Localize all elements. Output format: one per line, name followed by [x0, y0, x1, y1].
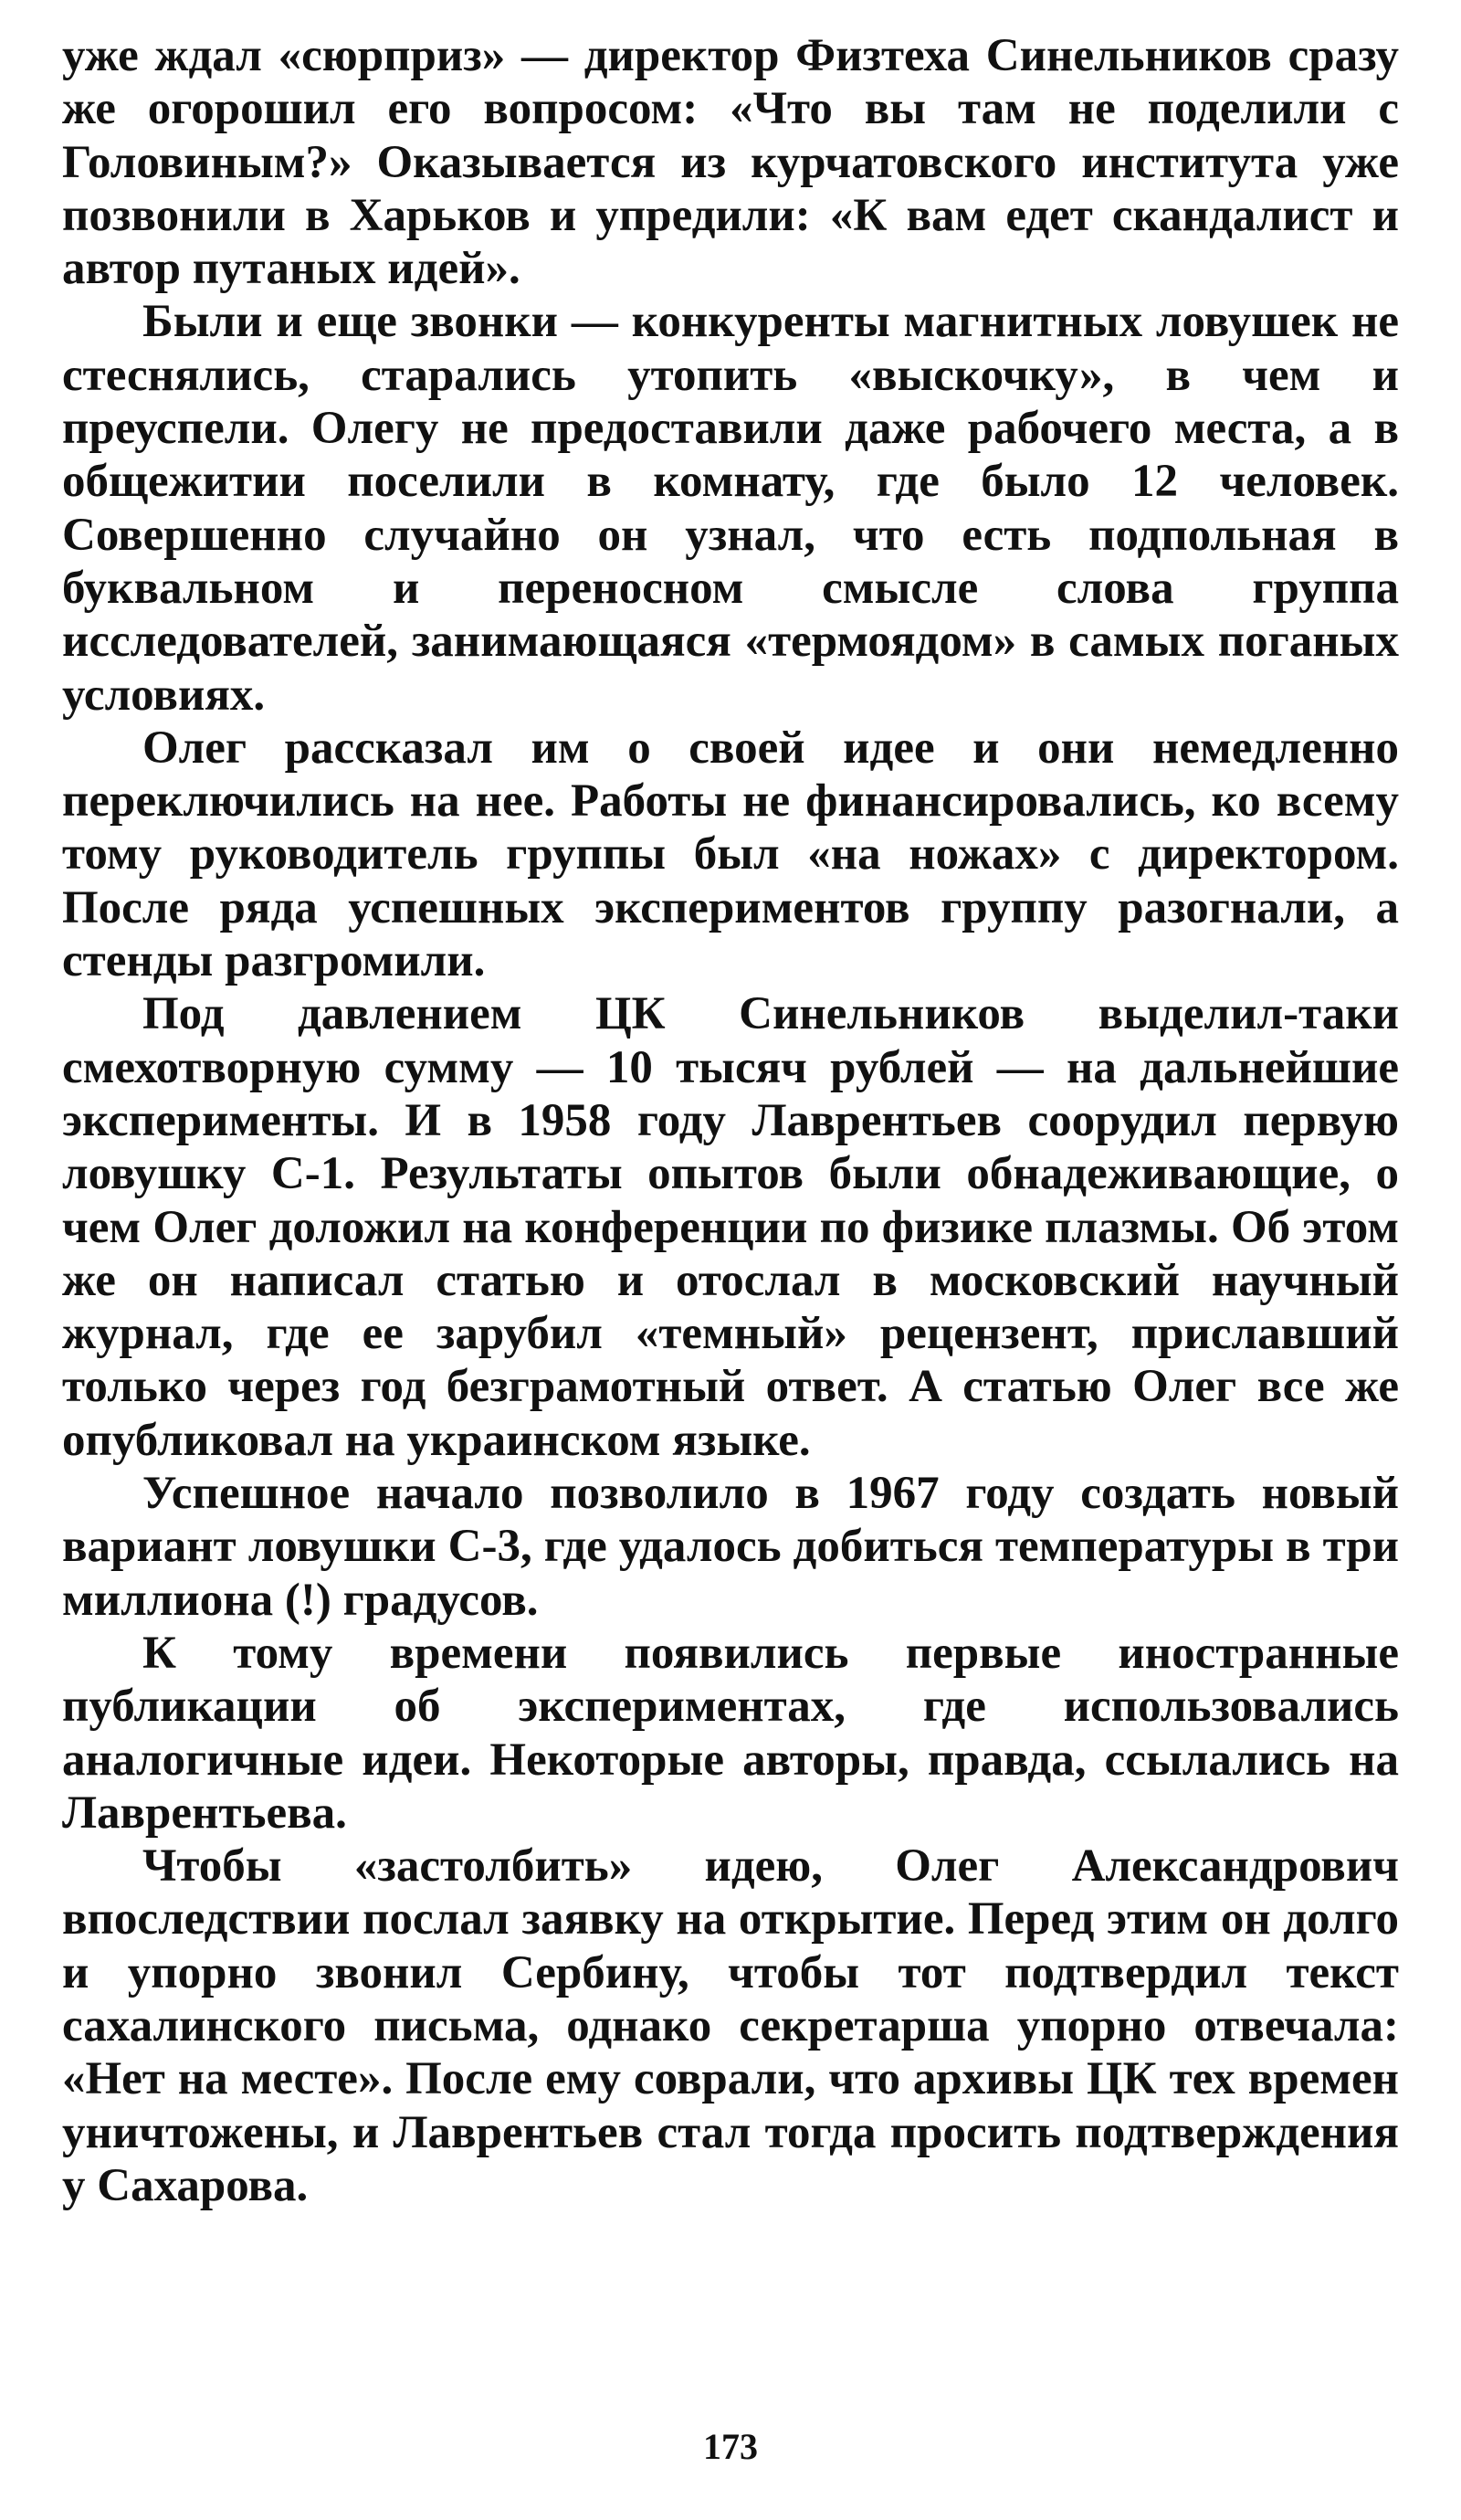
- paragraph-4: Под давлением ЦК Синельников выделил-таки смехотворную сумму — 10 тысяч рублей — на дальнейшие эксперименты. И в 1958 году Лаврентьев соорудил первую ловушку С-1. Результаты опытов были обнадеживающие, о чем Олег доложил на конференции по физике плазмы. Об этом же он написал статью и отослал в московский научный журнал, где ее зарубил «темный» рецензент, приславший только через год безграмотный ответ. А статью Олег все же опубликовал на украинском языке.: [62, 988, 1399, 1466]
- page-number: 173: [703, 2426, 758, 2467]
- paragraph-1: уже ждал «сюрприз» — директор Физтеха Синельников сразу же огорошил его вопросом: «Что вы там не поделили с Головиным?» Оказывается из курчатовского института уже позвонили в Харьков и упредили: «К вам едет скандалист и автор путаных идей».: [62, 30, 1399, 295]
- paragraph-7: Чтобы «застолбить» идею, Олег Александрович впоследствии послал заявку на открытие. Перед этим он долго и упорно звонил Сербину, чтобы тот подтвердил текст сахалинского письма, однако секретарша упорно отвечала: «Нет на месте». После ему соврали, что архивы ЦК тех времен уничтожены, и Лаврентьев стал тогда просить подтверждения у Сахарова.: [62, 1840, 1399, 2211]
- paragraph-2: Были и еще звонки — конкуренты магнитных ловушек не стеснялись, старались утопить «выскочку», в чем и преуспели. Олегу не предоставили даже рабочего места, а в общежитии поселили в комнату, где было 12 человек. Совершенно случайно он узнал, что есть подпольная в буквальном и переносном смысле слова группа исследователей, занимающаяся «термоядом» в самых поганых условиях.: [62, 296, 1399, 721]
- paragraph-5: Успешное начало позволило в 1967 году создать новый вариант ловушки С-3, где удалось добиться температуры в три миллиона (!) градусов.: [62, 1468, 1399, 1626]
- page-body: [62, 29, 1399, 2212]
- paragraph-3: Олег рассказал им о своей идее и они немедленно переключились на нее. Работы не финансировались, ко всему тому руководитель группы был «на ножах» с директором. После ряда успешных экспериментов группу разогнали, а стенды разгромили.: [62, 722, 1399, 987]
- paragraph-6: К тому времени появились первые иностранные публикации об экспериментах, где использовались аналогичные идеи. Некоторые авторы, правда, ссылались на Лаврентьева.: [62, 1627, 1399, 1839]
